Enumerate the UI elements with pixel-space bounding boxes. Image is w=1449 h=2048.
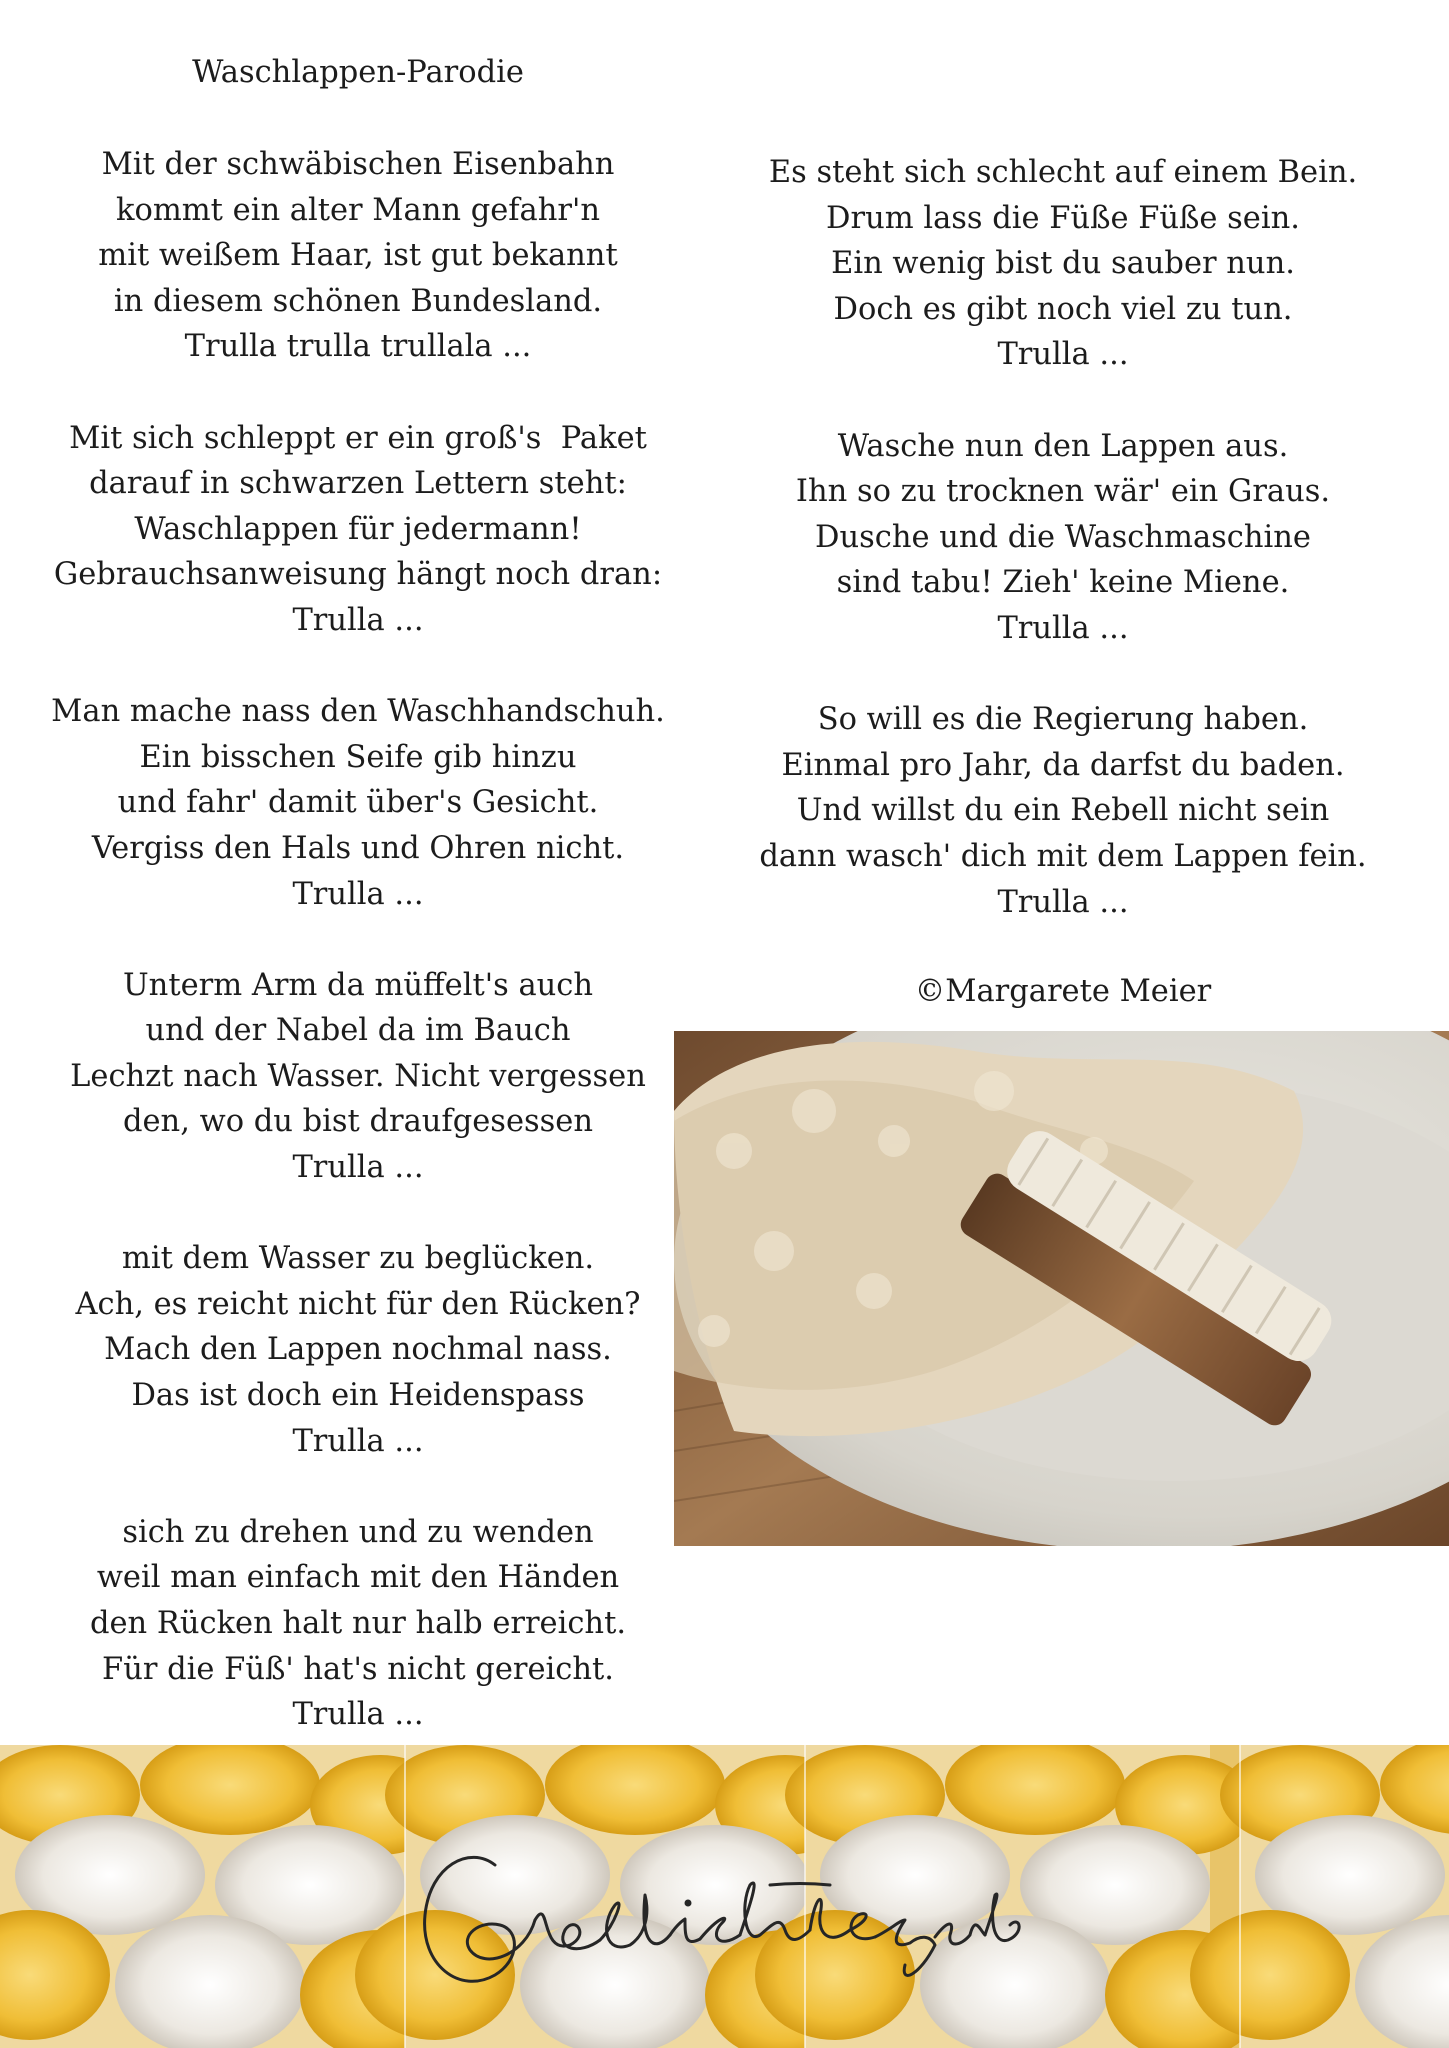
verse-line: Das ist doch ein Heidenspass: [131, 1378, 585, 1414]
verse-line: dann wasch' dich mit dem Lappen fein.: [759, 838, 1367, 874]
stanza-9: [718, 697, 1408, 925]
verse-line: Vergiss den Hals und Ohren nicht.: [91, 830, 625, 866]
stanza-5: [18, 1236, 698, 1464]
verse-line: Einmal pro Jahr, da darfst du baden.: [781, 747, 1345, 783]
verse-line: Unterm Arm da müffelt's auch: [122, 967, 594, 1003]
washcloth-brush-photo: [674, 1031, 1449, 1546]
verse-line: Ein wenig bist du sauber nun.: [831, 246, 1295, 282]
poem-right-column: [718, 150, 1408, 971]
verse-line: Mit sich schleppt er ein groß's Paket: [69, 420, 647, 456]
verse-line: sich zu drehen und zu wenden: [122, 1514, 594, 1550]
verse-line: kommt ein alter Mann gefahr'n: [116, 192, 600, 228]
stanza-1: [18, 142, 698, 370]
verse-line: den, wo du bist draufgesessen: [122, 1104, 593, 1140]
verse-line: mit weißem Haar, ist gut bekannt: [98, 238, 618, 274]
washcloth-brush-illustration: [674, 1031, 1449, 1546]
verse-line: Mach den Lappen nochmal nass.: [104, 1332, 612, 1368]
stanza-3: [18, 689, 698, 917]
refrain-line: Trulla ...: [997, 610, 1129, 646]
verse-line: Mit der schwäbischen Eisenbahn: [101, 147, 615, 182]
verse-line: Wasche nun den Lappen aus.: [837, 428, 1289, 464]
verse-line: Dusche und die Waschmaschine: [815, 519, 1311, 555]
verse-line: darauf in schwarzen Lettern steht:: [89, 466, 627, 502]
verse-line: Ach, es reicht nicht für den Rücken?: [75, 1286, 641, 1322]
verse-line: So will es die Regierung haben.: [817, 702, 1309, 738]
verse-line: Ihn so zu trocknen wär' ein Graus.: [795, 474, 1331, 510]
verse-line: Lechzt nach Wasser. Nicht vergessen: [70, 1058, 646, 1094]
verse-line: Und willst du ein Rebell nicht sein: [796, 793, 1330, 829]
verse-line: den Rücken halt nur halb erreicht.: [89, 1606, 627, 1641]
refrain-line: Trulla ...: [292, 876, 424, 912]
author-credit: ©Margarete Meier: [914, 974, 1212, 1009]
stanza-8: [718, 424, 1408, 652]
verse-line: Man mache nass den Waschhandschuh.: [51, 694, 665, 730]
refrain-line: Trulla trulla trullala ...: [184, 329, 532, 365]
verse-line: und der Nabel da im Bauch: [145, 1013, 571, 1049]
stanza-7: [718, 150, 1408, 378]
poem-title: Waschlappen-Parodie: [192, 55, 524, 90]
signature-logo: [400, 1835, 1040, 2035]
stanza-2: [18, 416, 698, 644]
verse-line: Es steht sich schlecht auf einem Bein.: [768, 155, 1358, 190]
verse-line: mit dem Wasser zu beglücken.: [121, 1241, 595, 1277]
refrain-line: Trulla ...: [997, 337, 1129, 373]
refrain-line: Trulla ...: [997, 884, 1129, 920]
refrain-line: Trulla ...: [292, 1423, 424, 1459]
verse-line: Für die Füß' hat's nicht gereicht.: [102, 1651, 614, 1687]
verse-line: und fahr' damit über's Gesicht.: [117, 785, 599, 821]
verse-line: weil man einfach mit den Händen: [96, 1560, 620, 1596]
poem-left-column: [18, 142, 698, 1783]
gedichtezauber-signature: [400, 1835, 1040, 2035]
verse-line: Gebrauchsanweisung hängt noch dran:: [53, 557, 663, 593]
refrain-line: Trulla ...: [292, 1150, 424, 1186]
verse-line: Drum lass die Füße Füße sein.: [826, 200, 1300, 236]
verse-line: sind tabu! Zieh' keine Miene.: [836, 565, 1290, 601]
stanza-6: [18, 1510, 698, 1738]
refrain-line: Trulla ...: [292, 602, 424, 638]
refrain-line: Trulla ...: [292, 1697, 424, 1733]
verse-line: Waschlappen für jedermann!: [134, 511, 582, 547]
verse-line: in diesem schönen Bundesland.: [113, 283, 603, 319]
verse-line: Doch es gibt noch viel zu tun.: [833, 291, 1293, 327]
stanza-4: [18, 963, 698, 1191]
verse-line: Ein bisschen Seife gib hinzu: [139, 739, 577, 775]
